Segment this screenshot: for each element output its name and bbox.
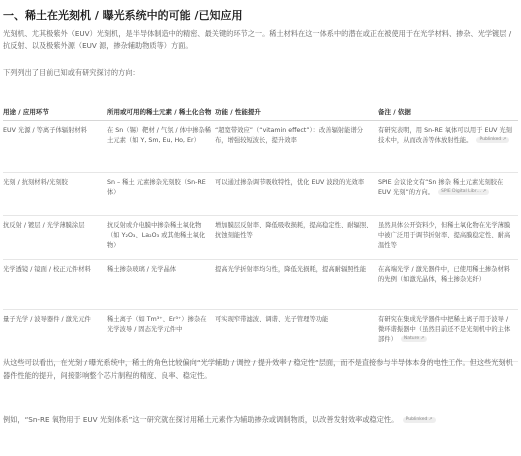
- table-cell-elements: 抗反射或介电膜中掺杂稀土氧化物（如 Y₂O₃、La₂O₃ 或其他稀土氧化物）: [107, 215, 215, 259]
- list-lead-text: 下列列出了目前已知或有研究探讨的方向：: [3, 68, 140, 77]
- intro-paragraph: 光刻机、尤其极紫外（EUV）光刻机，是半导体制造中的精密、最关键的环节之一。稀土材料在这一体系中的潜在或正在被使用于在光学材料、掺杂、光学镀层 / 抗反射、以及极紫外源（EUV 源，掺杂辅助物质等）方面。: [3, 29, 512, 50]
- table-header-note: 备注 / 依据: [378, 86, 518, 120]
- table-row: [3, 120, 518, 172]
- source-link-badge[interactable]: Publinked ↗: [476, 137, 509, 143]
- table-cell-use: EUV 光源 / 等离子体辐射材料: [3, 120, 107, 172]
- table-cell-elements: 稀土离子（如 Tm³⁺、Er³⁺）掺杂在光学波导 / 固态光学元件中: [107, 309, 215, 361]
- source-link-badge[interactable]: Publinked ↗: [403, 417, 436, 423]
- section-heading: 一、稀土在光刻机 / 曝光系统中的可能 /已知应用: [3, 9, 243, 22]
- example-text: 例如，“Sn-RE 氧物用于 EUV 光刻体系”这一研究就在探讨用稀土元素作为辅助掺杂或调制物质，以改善发射效率或稳定性。: [3, 415, 399, 424]
- example-paragraph: [3, 414, 518, 427]
- applications-table: [3, 86, 518, 362]
- table-cell-note: 虽然具体公开资料少，但稀土氧化物在光学薄膜中被广泛用于调节折射率、提高膜稳定性、耐高温性等: [378, 215, 518, 259]
- table-cell-note: [378, 309, 518, 361]
- table-header-function: 功能 / 性能提升: [215, 86, 378, 120]
- table-row: [3, 215, 518, 259]
- table-header-use: 用途 / 应用环节: [3, 86, 107, 120]
- table-cell-note: [378, 120, 518, 172]
- table-row: [3, 172, 518, 215]
- table-header-row: [3, 86, 518, 120]
- table-cell-elements: 在 Sn（锡）靶材 / 气氛 / 体中掺杂稀土元素（如 Y, Sm, Eu, Ho, Er）: [107, 120, 215, 172]
- note-text: 有研究表明，用 Sn-RE 氧体可以用于 EUV 光刻技术中，从而改善等体放射性能。: [378, 126, 512, 144]
- source-link-badge[interactable]: SPIE Digital Libr… ↗: [438, 189, 489, 195]
- table-cell-function: 增加膜层反射率、降低吸收损耗，提高稳定性、耐辐照、抗蚀刻能性等: [215, 215, 378, 259]
- table-cell-use: 抗反射 / 镀层 / 光学薄膜涂层: [3, 215, 107, 259]
- table-cell-function: “超宽带效应”（“vitamin effect”）：改善辐射能谱分布，增强较短波长，提升效率: [215, 120, 378, 172]
- table-cell-function: 提高光学折射率均匀性，降低光损耗，提高耐辐照性能: [215, 259, 378, 309]
- table-cell-use: 光学透镜 / 镜面 / 校正元件材料: [3, 259, 107, 309]
- table-cell-use: 量子光学 / 波导器件 / 激光元件: [3, 309, 107, 361]
- table-cell-elements: 稀土掺杂玻璃 / 光学晶体: [107, 259, 215, 309]
- table-cell-function: 可实现窄带滤波、调谐、光子管理等功能: [215, 309, 378, 361]
- source-link-badge[interactable]: Nature ↗: [401, 336, 427, 342]
- table-header-elements: 所用或可用的稀土元素 / 稀土化合物: [107, 86, 215, 120]
- note-text: 有研究在集成光学器件中把稀土离子用于波导 / 微环谐振器中（虽然目前还不是光刻机中的主体部件）: [378, 315, 511, 343]
- table-cell-elements: Sn – 稀土 元素掺杂光刻胶（Sn-RE 体）: [107, 172, 215, 215]
- table-cell-note: [378, 172, 518, 215]
- note-text: SPIE 会议论文有“Sn 掺杂 稀土元素光刻胶在 EUV 光刻”的方向。: [378, 178, 504, 196]
- table-cell-use: 光刻 / 抗刻材料/光刻胶: [3, 172, 107, 215]
- table-cell-note: 在高端光学 / 激光器件中，已使用稀土掺杂材料的先例（如激光晶体，稀土掺杂光纤）: [378, 259, 518, 309]
- conclusion-paragraph: 从这些可以看出，在光刻 / 曝光系统中，稀土的角色比较偏向“光学辅助 / 调控 / 提升效率 / 稳定性”层面，而不是直接参与半导体本身的电性工作。但这些光刻机器件性能的提升，间接影响整个芯片制程的精度、良率、稳定性。: [3, 358, 513, 380]
- table-cell-function: 可以通过掺杂调节吸收特性，优化 EUV 波段的光效率: [215, 172, 378, 215]
- table-row: [3, 259, 518, 309]
- table-row: [3, 309, 518, 361]
